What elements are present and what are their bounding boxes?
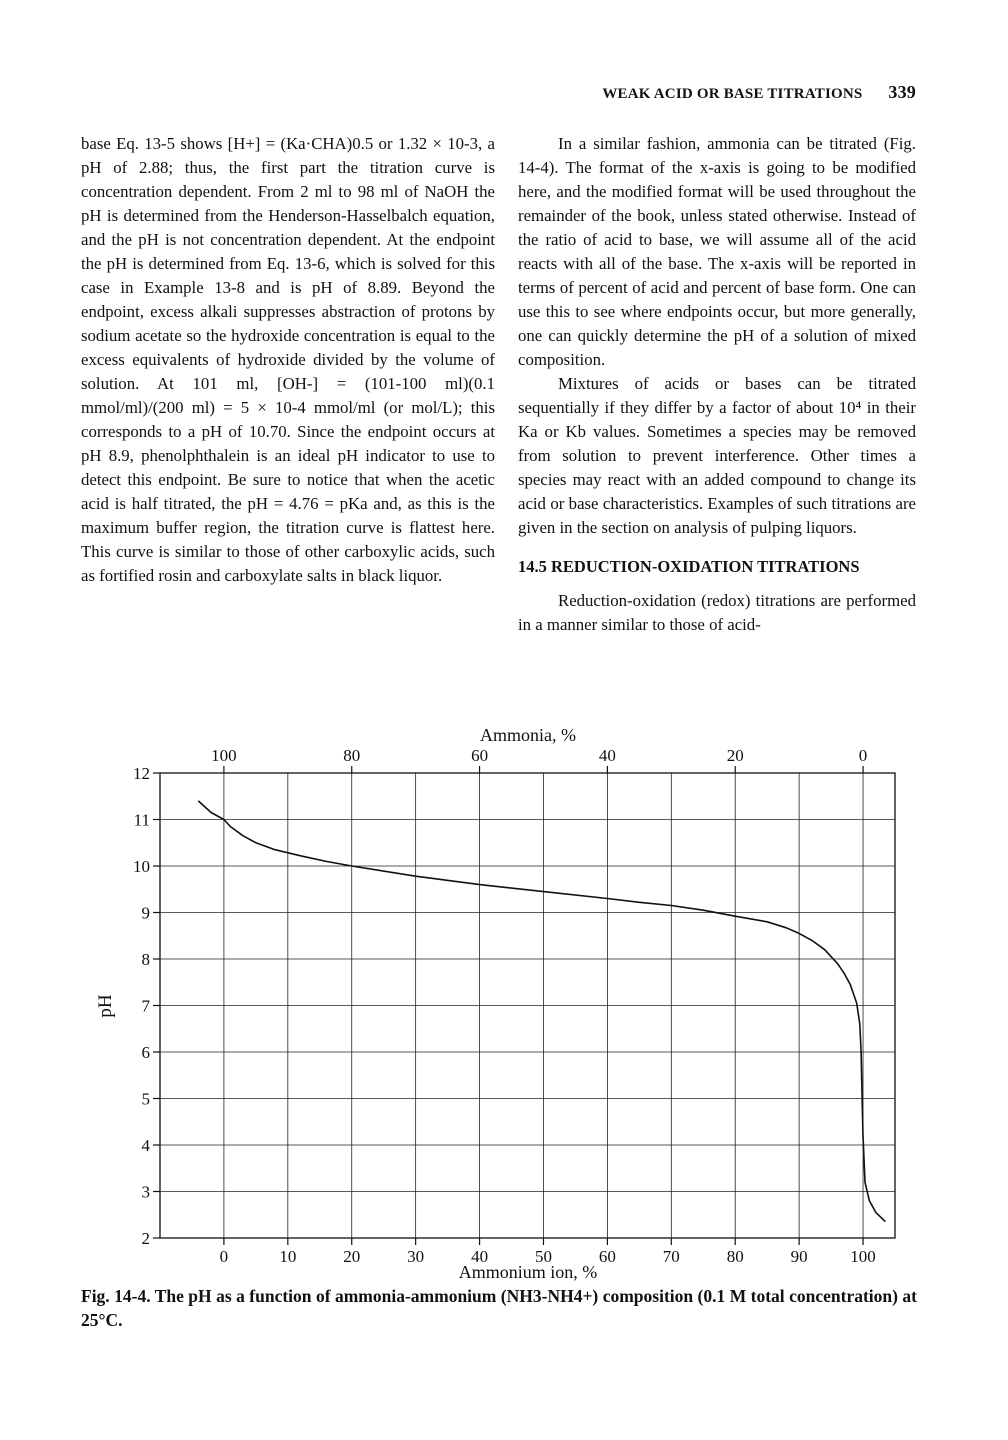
top-x-tick-label: 80 [343, 746, 361, 765]
top-x-tick-label: 100 [211, 746, 237, 765]
x-tick-label: 60 [598, 1247, 616, 1266]
x-tick-label: 80 [726, 1247, 744, 1266]
y-tick-labels [133, 764, 151, 1248]
section-heading: 14.5 REDUCTION-OXIDATION TITRATIONS [518, 557, 860, 576]
y-tick-label: 10 [133, 857, 150, 876]
right-paragraph-1: In a similar fashion, ammonia can be titrated (Fig. 14-4). The format of the x-axis is going to be modified here, and the modified format will be used throughout the remainder of the book, unless stated otherwise. Instead of the ratio of acid to base, we will assume all of the acid reacts with all of the base. The x-axis will be reported in terms of percent of acid and percent of base form. One can use this to see where endpoints occur, but more generally, one can quickly determine the pH of a solution of mixed composition. [518, 134, 916, 369]
y-tick-label: 5 [141, 1089, 150, 1109]
right-paragraph-3: Reduction-oxidation (redox) titrations are performed in a manner similar to those of acid- [518, 591, 916, 634]
x-tick-label: 10 [279, 1247, 297, 1266]
x-tick-label: 40 [471, 1247, 489, 1266]
y-tick-label: 2 [141, 1229, 150, 1248]
y-axis-label: pH [95, 994, 116, 1018]
x-tick-label: 50 [534, 1247, 552, 1266]
y-tick-label: 9 [141, 903, 150, 923]
y-tick-label: 8 [141, 950, 150, 969]
y-tick-label: 7 [141, 996, 150, 1016]
top-axis-label: Ammonia, % [480, 725, 576, 745]
x-tick-label: 20 [343, 1247, 361, 1266]
figure-caption: Fig. 14-4. The pH as a function of ammonia-ammonium (NH3-NH4+) composition (0.1 M total concentration) at 25°C. [81, 1286, 917, 1330]
left-column [81, 132, 495, 588]
top-x-tick-labels [211, 746, 867, 765]
x-axis-label: Ammonium ion, % [458, 1262, 598, 1282]
y-tick-label: 11 [133, 810, 150, 830]
x-tick-label: 0 [219, 1247, 229, 1266]
titration-curve [198, 801, 885, 1222]
x-tick-label: 30 [407, 1247, 425, 1266]
left-paragraph-1: base Eq. 13-5 shows [H+] = (Ka·CHA)0.5 or 1.32 × 10-3, a pH of 2.88; thus, the first part the titration curve is concentration dependent. From 2 ml to 98 ml of NaOH the pH is determined from the Henderson-Hasselbalch equation, and the pH is not concentration dependent. At the endpoint the pH is determined from Eq. 13-6, which is solved for this case in Example 13-8 and is pH of 8.89. Beyond the endpoint, excess alkali suppresses abstraction of protons by sodium acetate so the hydroxide concentration is equal to the excess equivalents of hydroxide divided by the volume of solution. At 101 ml, [OH-] = (101-100 ml)(0.1 mmol/ml)/(200 ml) = 5 × 10-4 mmol/ml (or mol/L); this corresponds to a pH of 10.70. Since the endpoint occurs at pH 8.9, phenolphthalein is an ideal pH indicator to use to detect this endpoint. Be sure to notice that when the acetic acid is half titrated, the pH = 4.76 = pKa and, as this is the maximum buffer region, the titration curve is flattest here. This curve is similar to those of other carboxylic acids, such as fortified rosin and carboxylate salts in black liquor. [81, 134, 495, 585]
series-layer [198, 801, 885, 1222]
x-tick-label: 90 [790, 1247, 808, 1266]
right-paragraph-2: Mixtures of acids or bases can be titrated sequentially if they differ by a factor of about 10⁴ in their Ka or Kb values. Sometimes a species may be removed from solution to prevent interference. Other times a species may react with an added compound to change its acid or base characteristics. Examples of such titrations are given in the section on analysis of pulping liquors. [518, 374, 916, 537]
running-head [602, 82, 916, 103]
x-tick-label: 100 [850, 1247, 876, 1266]
page-number: 339 [888, 82, 916, 102]
y-tick-label: 4 [141, 1136, 150, 1155]
top-x-tick-label: 20 [726, 746, 744, 765]
top-x-tick-label: 0 [858, 746, 868, 765]
top-x-tick-label: 40 [598, 746, 616, 765]
running-title: WEAK ACID OR BASE TITRATIONS [602, 86, 863, 102]
y-tick-label: 6 [141, 1043, 150, 1062]
y-tick-label: 12 [133, 764, 150, 783]
titration-chart [90, 718, 920, 1298]
chart-grid [153, 766, 895, 1245]
y-tick-label: 3 [141, 1182, 150, 1202]
top-x-tick-label: 60 [471, 746, 489, 765]
x-tick-label: 70 [662, 1247, 680, 1266]
right-column [518, 132, 916, 637]
